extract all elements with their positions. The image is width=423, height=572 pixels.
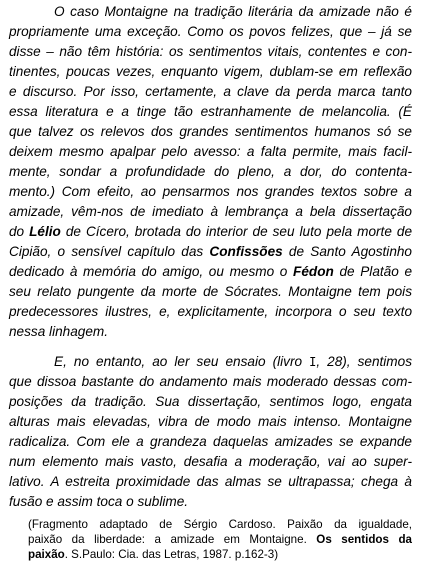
book-number: I [309,355,317,369]
paragraph-2-line-1 [54,352,412,372]
paragraph-2-line-6: num elemento mais vasto, desafia a moderação, vai ao super- [9,454,412,469]
paragraph-1-line-16: predecessores ilustres, e, explicitamente, incorpora o seu texto [9,304,412,319]
source-citation-line-3 [28,547,412,562]
paragraph-1-line-8: deixem mesmo apalpar pelo avesso: a falta permite, mais facil- [9,144,412,159]
paragraph-1-line-13 [9,242,412,262]
paragraph-1-line-11: amizade, vêm-nos de imediato à lembrança a bela dissertação [9,204,412,219]
work-title-fedon: Fédon [293,264,334,279]
paragraph-2-line-8: fusão e assim toca o sublime. [9,494,189,509]
paragraph-1-line-1: O caso Montaigne na tradição literária da amizade não é [54,4,412,19]
paragraph-1-line-2: propriamente uma exceção. Como os povos felizes, que – já se [9,24,412,39]
text-span: de Santo Agostinho [282,244,412,259]
source-citation-line-1: (Fragmento adaptado de Sérgio Cardoso. Paixão da igualdade, [28,518,412,531]
text-span: , 28), sentimos [316,354,412,369]
paragraph-2-line-2: que dissoa bastante do andamento mais moderado dessas com- [9,374,412,389]
source-citation-line-2 [28,532,412,547]
text-span: paixão da liberdade: a amizade em Montaigne. [28,533,317,546]
text-span: do [9,224,30,239]
text-span: dedicado à memória do amigo, ou mesmo o [9,264,294,279]
paragraph-1-line-6: essa literatura e a tinge tão estranhamente de melancolia. (É [9,104,412,119]
paragraph-2-line-7: lativo. A estreita proximidade das almas se ultrapassa; chega à [9,474,412,489]
paragraph-1-line-4: tinentes, poucas vezes, enquanto vigem, dublam-se em reflexão [9,64,412,79]
text-span: E, no entanto, ao ler seu ensaio (livro [54,354,310,369]
paragraph-1-line-14 [9,262,412,282]
text-span: . S.Paulo: Cia. das Letras, 1987. p.162-3) [64,548,279,561]
text-span: de Platão e [333,264,413,279]
work-title-confissoes: Confissões [209,244,283,259]
paragraph-2-line-4: alturas mais elevadas, vibra de modo mais intenso. Montaigne [9,414,412,429]
paragraph-1-line-5: e discurso. Por isso, certamente, a clave da perda marca tanto [9,84,412,99]
paragraph-1-line-9: mente, sondar a profundidade do pleno, a dor, do contenta- [9,164,412,179]
paragraph-1-line-12 [9,222,412,242]
paragraph-1-line-7: que talvez os relevos dos grandes sentimentos humanos só se [9,124,412,139]
paragraph-1-line-17: nessa linhagem. [9,324,108,339]
paragraph-1-line-10: mento.) Com efeito, ao pensarmos nos grandes textos sobre a [9,184,412,199]
text-span: de Cícero, brotada do interior de seu luto pela morte de [60,224,413,239]
paragraph-1-line-15: seu relato pungente da morte de Sócrates. Montaigne tem pois [9,284,412,299]
text-span: Cipião, o sensível capítulo das [9,244,210,259]
work-title-lelio: Lélio [29,224,61,239]
book-title: paixão [28,548,65,561]
paragraph-1-line-3: disse – não têm história: os sentimentos vitais, contentes e con- [9,44,412,59]
paragraph-2-line-3: posições da tradição. Sua dissertação, sentimos logo, engata [9,394,412,409]
book-title: Os sentidos da [316,533,412,546]
paragraph-2-line-5: radicaliza. Com ele a grandeza daquelas amizades se expande [9,434,412,449]
